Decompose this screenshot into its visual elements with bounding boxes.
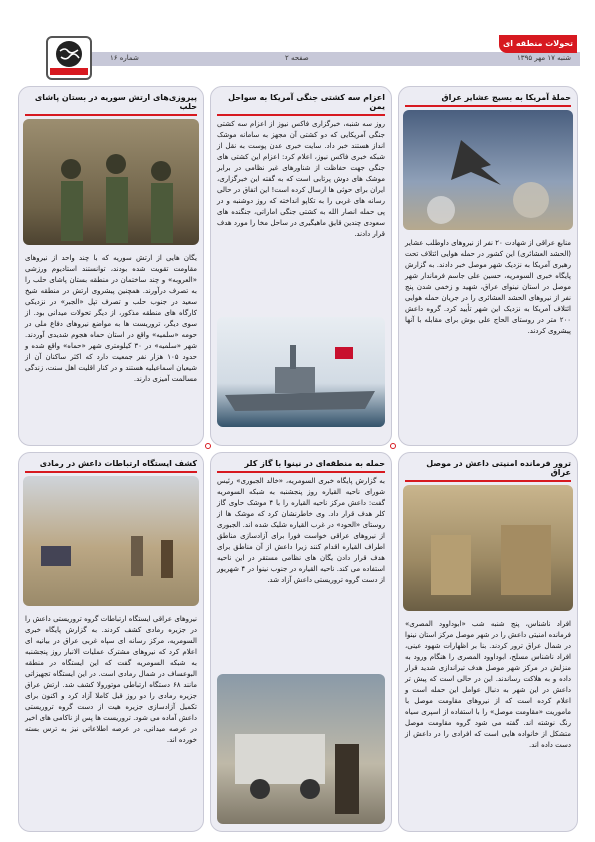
header-bar (92, 52, 580, 66)
article-body: یگان هایی از ارتش سوریه که با چند واحد از نیروهای مقاومت تقویت شده بودند، توانستند استادیوم ورزشی «العروبه» و چند ساختمان در منطقه بستان پاشای حلب را به تصرف درآورند. همچنین پیشروی ارتش در منطقه شیخ سعید در جنوب حلب و تصرف تپل «الجبر» در نزدیکی کارگاه های منطقه مذکور، از دیگر تحولات میدانی بود. از سوی دیگر، تروریست ها به مواضع نیروهای دفاع ملی در حومه «سلمیه» واقع در استان حماه هجوم شدیدی آوردند. شهر «سلمیه» در ۳۰ کیلومتری شهر «حماه» واقع شده و حدود ۱۰۵ هزار نفر جمعیت دارد که اکثر ساکنان آن از شیعیان اسماعیلیه هستند و در کنار اقلیت اهل سنت، زندگی مسالمت آمیزی دارند. (25, 254, 197, 383)
globe-icon (56, 41, 82, 67)
article-body: روز سه شنبه، خبرگزاری فاکس نیوز از اعزام سه کشتی جنگی آمریکایی که دو کشتی آن مجهز به سامانه موشک انداز هستند خبر داد. سایت خبری عدن پوست به نقل از شبکه خبری فاکس نیوز، اعلام کرد: اعزام این کشتی های جنگی جهت حفاظت از شناورهای غیر نظامی در برابر موشک های دوش پرتابی است که به گفته این خبرگزاری، ایران برای حوثی ها ارسال کرده است! این اتفاق در حالی رسانه های غربی را به تکاپو انداخته که روز دوشنبه و در پی حمله انصار الله به کشتی جنگی اماراتی، جنگنده های سعودی چندین قایق ماهیگیری در ساحل مخا را مورد هدف قرار دادند. (217, 120, 385, 238)
article-body: نیروهای عراقی ایستگاه ارتباطات گروه تروریستی داعش را در جزیره رمادی کشف کردند. به گزارش پایگاه خبری السومریه، مرکز رسانه ای سپاه غربی عراق در بیانیه ای اعلام کرد که نیروهای مشترک عملیات الانبار روز پنجشنبه به شبکه السومریه گفت که این ایستگاه در منطقه البوعساف در شمال رمادی است. در این ایستگاه تجهیزاتی مانند ۶۸ دستگاه ارتباطی موتورولا کشف شد. ارتش عراق جزیره رمادی را دو روز قبل کاملا آزاد کرد و اکنون برای تکمیل آزادسازی جزیره هیت از دست گروه تروریستی داعش آماده می شود. تروریست ها پس از ناکامی های اخیر در عرصه میدانی، در عرصه اطلاعاتی نیز به ترس بسته خورده اند. (25, 615, 197, 744)
article-title: پیروزی‌های ارتش سوریه در بستان پاشای حلب (34, 93, 197, 111)
page-number: صفحه ۲ (285, 54, 309, 62)
article-title: حمله به منطقه‌ای در نینوا با گاز کلر (244, 459, 385, 468)
issue-number: شماره ۱۶ (110, 54, 139, 62)
article-card-4 (398, 452, 578, 832)
field-photo (23, 476, 199, 606)
title-underline (217, 114, 385, 116)
article-title: حملهٔ آمریکا به بسیج عشایر عراق (441, 93, 571, 102)
logo-band (50, 68, 88, 75)
article-title: اعزام سه کشتی جنگی آمریکا به سواحل یمن (228, 93, 385, 111)
warship-photo (217, 317, 385, 427)
title-underline (25, 471, 197, 473)
publication-logo (46, 36, 92, 80)
article-card-1 (398, 86, 578, 446)
article-card-5 (210, 452, 392, 832)
fighter-jet-photo (403, 110, 573, 230)
article-card-3 (18, 86, 204, 446)
article-body: به گزارش پایگاه خبری السومریه، «خالد الجبوری» رئیس شورای ناحیه القیاره روز پنجشنبه به شبکه السومریه گفت: داعش مرکز ناحیه القیاره را با ۴ موشک حاوی گاز کلر هدف قرار داد. وی خاطرنشان کرد که موشک ها از روستای «الحود» در غرب القیاره شلیک شده اند. الجبوری از نیروهای عراقی خواست فورا برای آزادسازی مناطق اطراف القیاره اقدام کنند زیرا داعش از آن مناطق برای هدف قرار دادن یگان های نظامی مستقر در این ناحیه استفاده می کند. ناحیه القیاره در جنوب نینوا در ۴ شهریور از دست گروه تروریستی داعش آزاد شد. (217, 477, 386, 584)
article-body: منابع عراقی از شهادت ۲۰ نفر از نیروهای داوطلب عشایر (الحشد العشائری) این کشور در حمله هوایی ائتلاف تحت رهبری آمریکا به نزدیک شهر موصل خبر دادند. به گزارش پایگاه خبری السومریه، حسین علی جاسم فرماندار شهر موصل در استان نینوای عراق، شهید و زخمی شدن پنج نفر از نیروهای الحشد العشائری را در جریان حمله هوایی ائتلاف آمریکا به نزدیک این شهر تأیید کرد. گروه داعش ۲۰۰ متر در روستای الحاج علی بوش برای مقابله با آنها پیشروی کردند. (405, 239, 571, 335)
divider-dot (205, 443, 211, 449)
article-title: ترور فرمانده امنیتی داعش در موصل عراق (426, 459, 571, 477)
street-photo (403, 485, 573, 611)
article-body: افراد ناشناس، پنج شنبه شب «ابوداوود المصری» فرمانده امنیتی داعش را در شهر موصل مرکز استان نینوا در شمال عراق ترور کردند. بنا بر اظهارات شهود عینی، افراد ناشناس مسلح، ابوداوود المصری را هنگام ورود به منزلش در مرکز شهر موصل هدف تیراندازی شدید قرار داده و به هلاکت رساندند. این در حالی است که پیش تر داعش در این شهر به دنبال عوامل این حمله است و اعلام کرده است که از نیروهای مقاومت موصل با ماموریت «مقاومت موصل» را با استفاده از اسپری سیاه رنگ نوشته اند. گفته می شود گروه مقاومت موصل متشکل از خانواده هایی است که افرادی را در داعش از دست داده اند. (405, 620, 571, 749)
title-underline (25, 114, 197, 116)
soldiers-photo (23, 119, 199, 245)
issue-date: شنبه ۱۷ مهر ۱۳۹۵ (517, 54, 571, 62)
article-card-2 (210, 86, 392, 446)
title-underline (217, 471, 385, 473)
article-card-6 (18, 452, 204, 832)
article-title: کشف ایستگاه ارتباطات داعش در رمادی (39, 459, 197, 468)
title-underline (405, 105, 571, 107)
truck-photo (217, 674, 385, 824)
section-tag: تحولات منطقه ای (499, 35, 577, 53)
title-underline (405, 480, 571, 482)
divider-dot (390, 443, 396, 449)
